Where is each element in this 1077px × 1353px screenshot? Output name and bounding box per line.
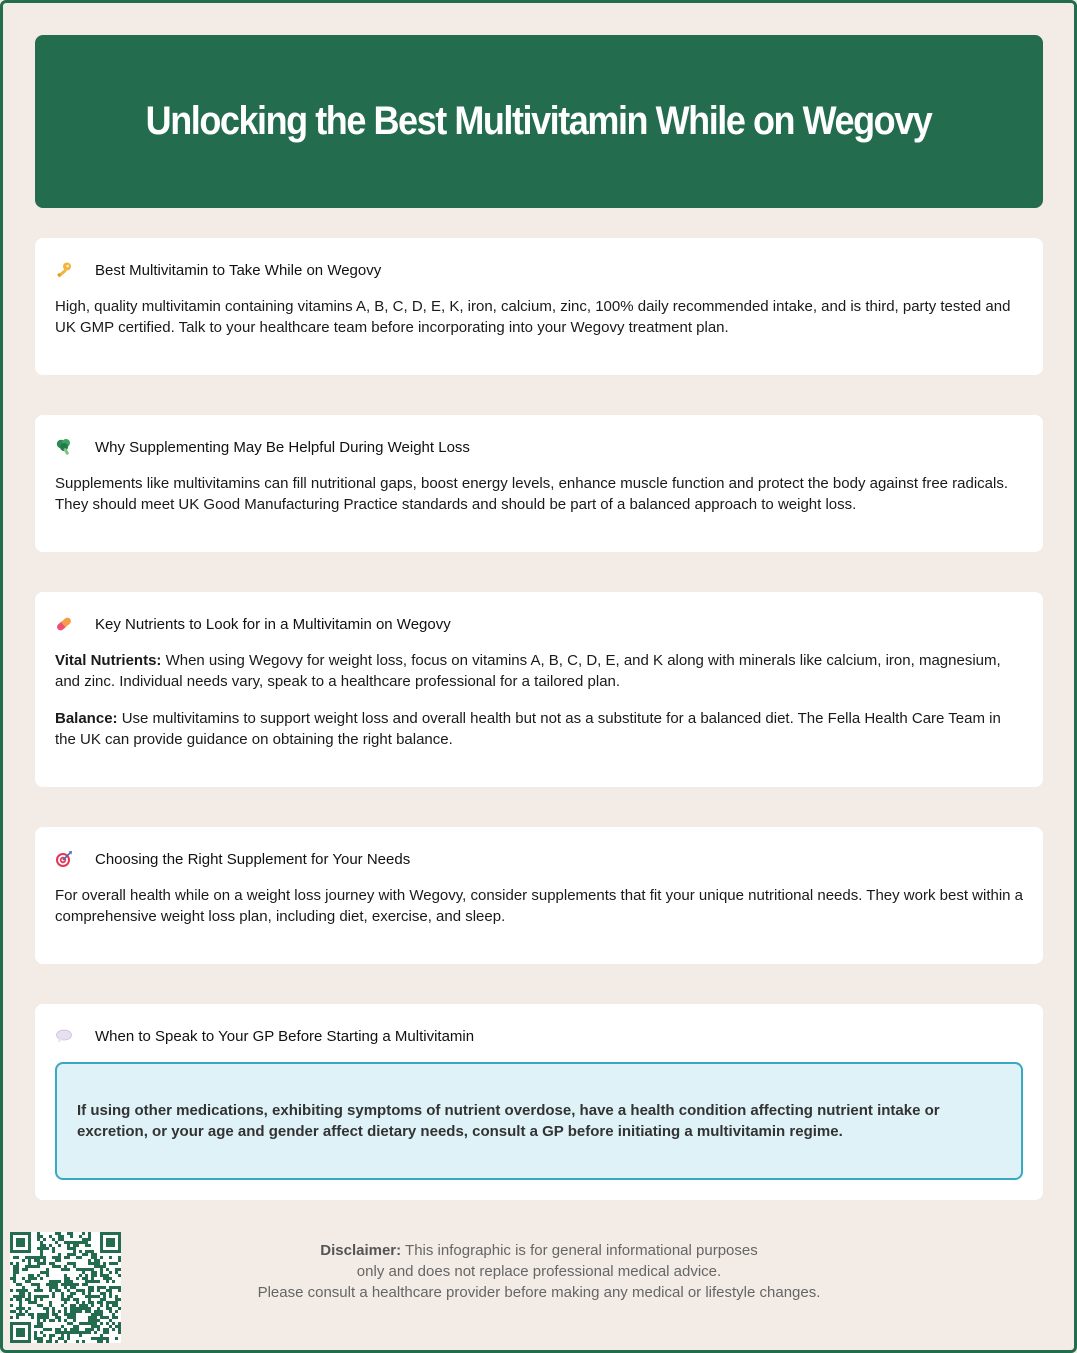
section-body: Supplements like multivitamins can fill nutritional gaps, boost energy levels, enhance muscle function and protect the body against free radicals. They should meet UK Good Manufacturing Practice standards and should be part of a balanced approach to weight loss. (55, 475, 1009, 513)
vital-nutrients-text: When using Wegovy for weight loss, focus on vitamins A, B, C, D, E, and K along with minerals like calcium, iron, magnesium, and zinc. Individual needs vary, speak to a healthcare professional for a tailored plan. (55, 652, 1001, 690)
disclaimer-line-1: Disclaimer: This infographic is for general informational purposes (320, 1242, 758, 1259)
vital-nutrients-label: Vital Nutrients: (55, 652, 162, 669)
key-icon (55, 260, 77, 280)
disclaimer-line-2: only and does not replace professional medical advice. (356, 1263, 722, 1280)
section-card-choosing-supplement (35, 827, 1043, 964)
section-title: Why Supplementing May Be Helpful During Weight Loss (95, 438, 470, 456)
balance-paragraph (55, 708, 1023, 750)
hero-banner (35, 35, 1043, 208)
section-title: Choosing the Right Supplement for Your Needs (95, 850, 411, 868)
disclaimer-label: Disclaimer: (320, 1242, 402, 1259)
balance-label: Balance: (55, 710, 118, 727)
page-title: Unlocking the Best Multivitamin While on Wegovy (146, 99, 932, 143)
section-title: When to Speak to Your GP Before Starting a Multivitamin (95, 1027, 475, 1045)
section-body: For overall health while on a weight loss journey with Wegovy, consider supplements that fit your unique nutritional needs. They work best within a comprehensive weight loss plan, including diet, exercise, and sleep. (55, 887, 1024, 925)
balance-text: Use multivitamins to support weight loss and overall health but not as a substitute for a balanced diet. The Fella Health Care Team in the UK can provide guidance on obtaining the right balance. (55, 710, 1001, 748)
pill-icon (55, 614, 77, 634)
section-header (55, 849, 1023, 869)
target-icon (55, 849, 77, 869)
gp-callout-box (55, 1062, 1023, 1180)
section-header (55, 437, 1023, 457)
qr-code-icon[interactable] (10, 1232, 121, 1343)
section-header (55, 260, 1023, 280)
callout-text: If using other medications, exhibiting symptoms of nutrient overdose, have a health condition affecting nutrient intake or excretion, or your age and gender affect dietary needs, consult a GP before initiating a multivitamin regime. (77, 1102, 940, 1140)
disclaimer (200, 1240, 878, 1303)
section-header (55, 614, 1023, 634)
section-body: High, quality multivitamin containing vitamins A, B, C, D, E, K, iron, calcium, zinc, 100% daily recommended intake, and is third, party tested and UK GMP certified. Talk to your healthcare team before incorporating into your Wegovy treatment plan. (55, 298, 1011, 336)
section-header (55, 1026, 1023, 1046)
section-card-best-multivitamin (35, 238, 1043, 375)
section-card-why-supplementing (35, 415, 1043, 552)
section-card-speak-to-gp (35, 1004, 1043, 1200)
disclaimer-line-3: Please consult a healthcare provider before making any medical or lifestyle changes. (257, 1284, 821, 1301)
speech-bubble-icon (55, 1026, 77, 1046)
section-card-key-nutrients (35, 592, 1043, 787)
broccoli-icon (55, 437, 77, 457)
section-title: Key Nutrients to Look for in a Multivitamin on Wegovy (95, 615, 451, 633)
vital-nutrients-paragraph (55, 650, 1023, 692)
section-title: Best Multivitamin to Take While on Wegovy (95, 261, 382, 279)
